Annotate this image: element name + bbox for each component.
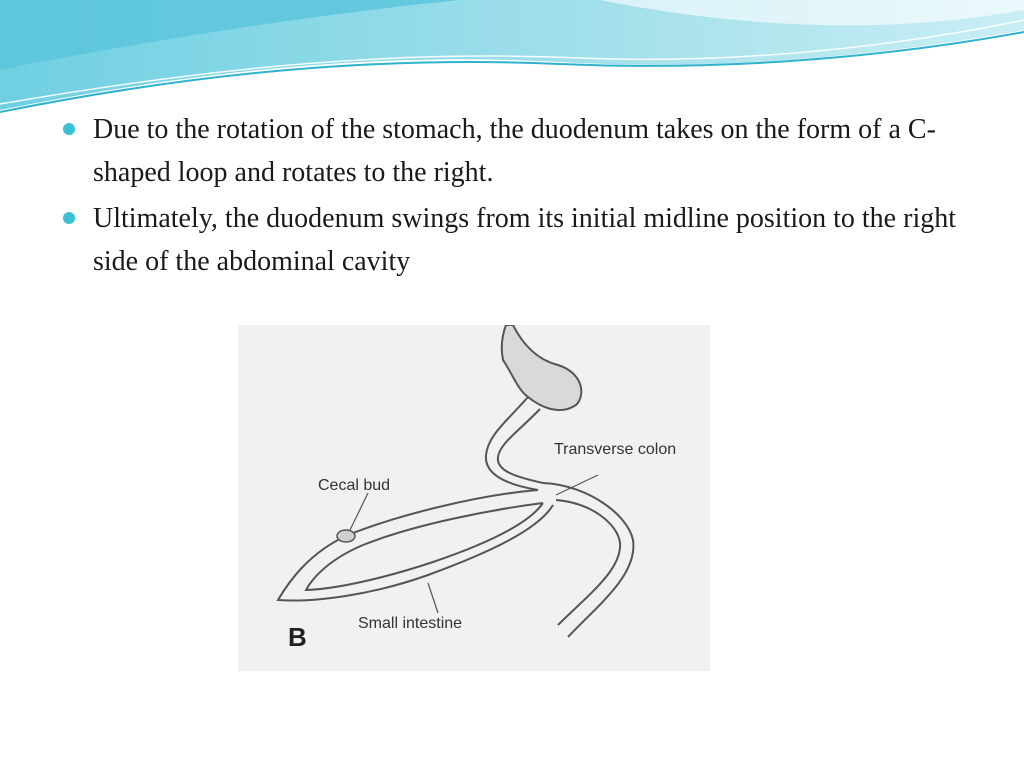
label-small-intestine: Small intestine: [358, 615, 463, 632]
stomach-shape: [502, 325, 582, 410]
cecal-bud-shape: [337, 530, 355, 542]
bullet-dot-icon: [63, 212, 75, 224]
figure-panel-label: B: [288, 622, 307, 652]
label-transverse-colon: Transverse colon: [554, 441, 677, 458]
intestine-rotation-figure: [238, 325, 710, 671]
colon-outer: [543, 483, 633, 637]
bullet-list: [62, 108, 982, 286]
colon-inner: [556, 500, 620, 625]
bullet-text: Ultimately, the duodenum swings from its initial midline position to the right side of the abdominal cavity: [93, 203, 956, 277]
bullet-dot-icon: [63, 123, 75, 135]
bullet-text: Due to the rotation of the stomach, the duodenum takes on the form of a C-shaped loop and rotates to the right.: [93, 114, 936, 188]
bullet-item: [62, 108, 982, 194]
label-cecal-bud: Cecal bud: [318, 477, 391, 494]
cecal-bud-pointer: [350, 493, 368, 530]
duodenum-outer: [486, 397, 538, 490]
anatomy-diagram: [238, 325, 710, 671]
duodenum-inner: [498, 409, 543, 483]
bullet-item: [62, 197, 982, 283]
small-intestine-pointer: [428, 583, 438, 613]
